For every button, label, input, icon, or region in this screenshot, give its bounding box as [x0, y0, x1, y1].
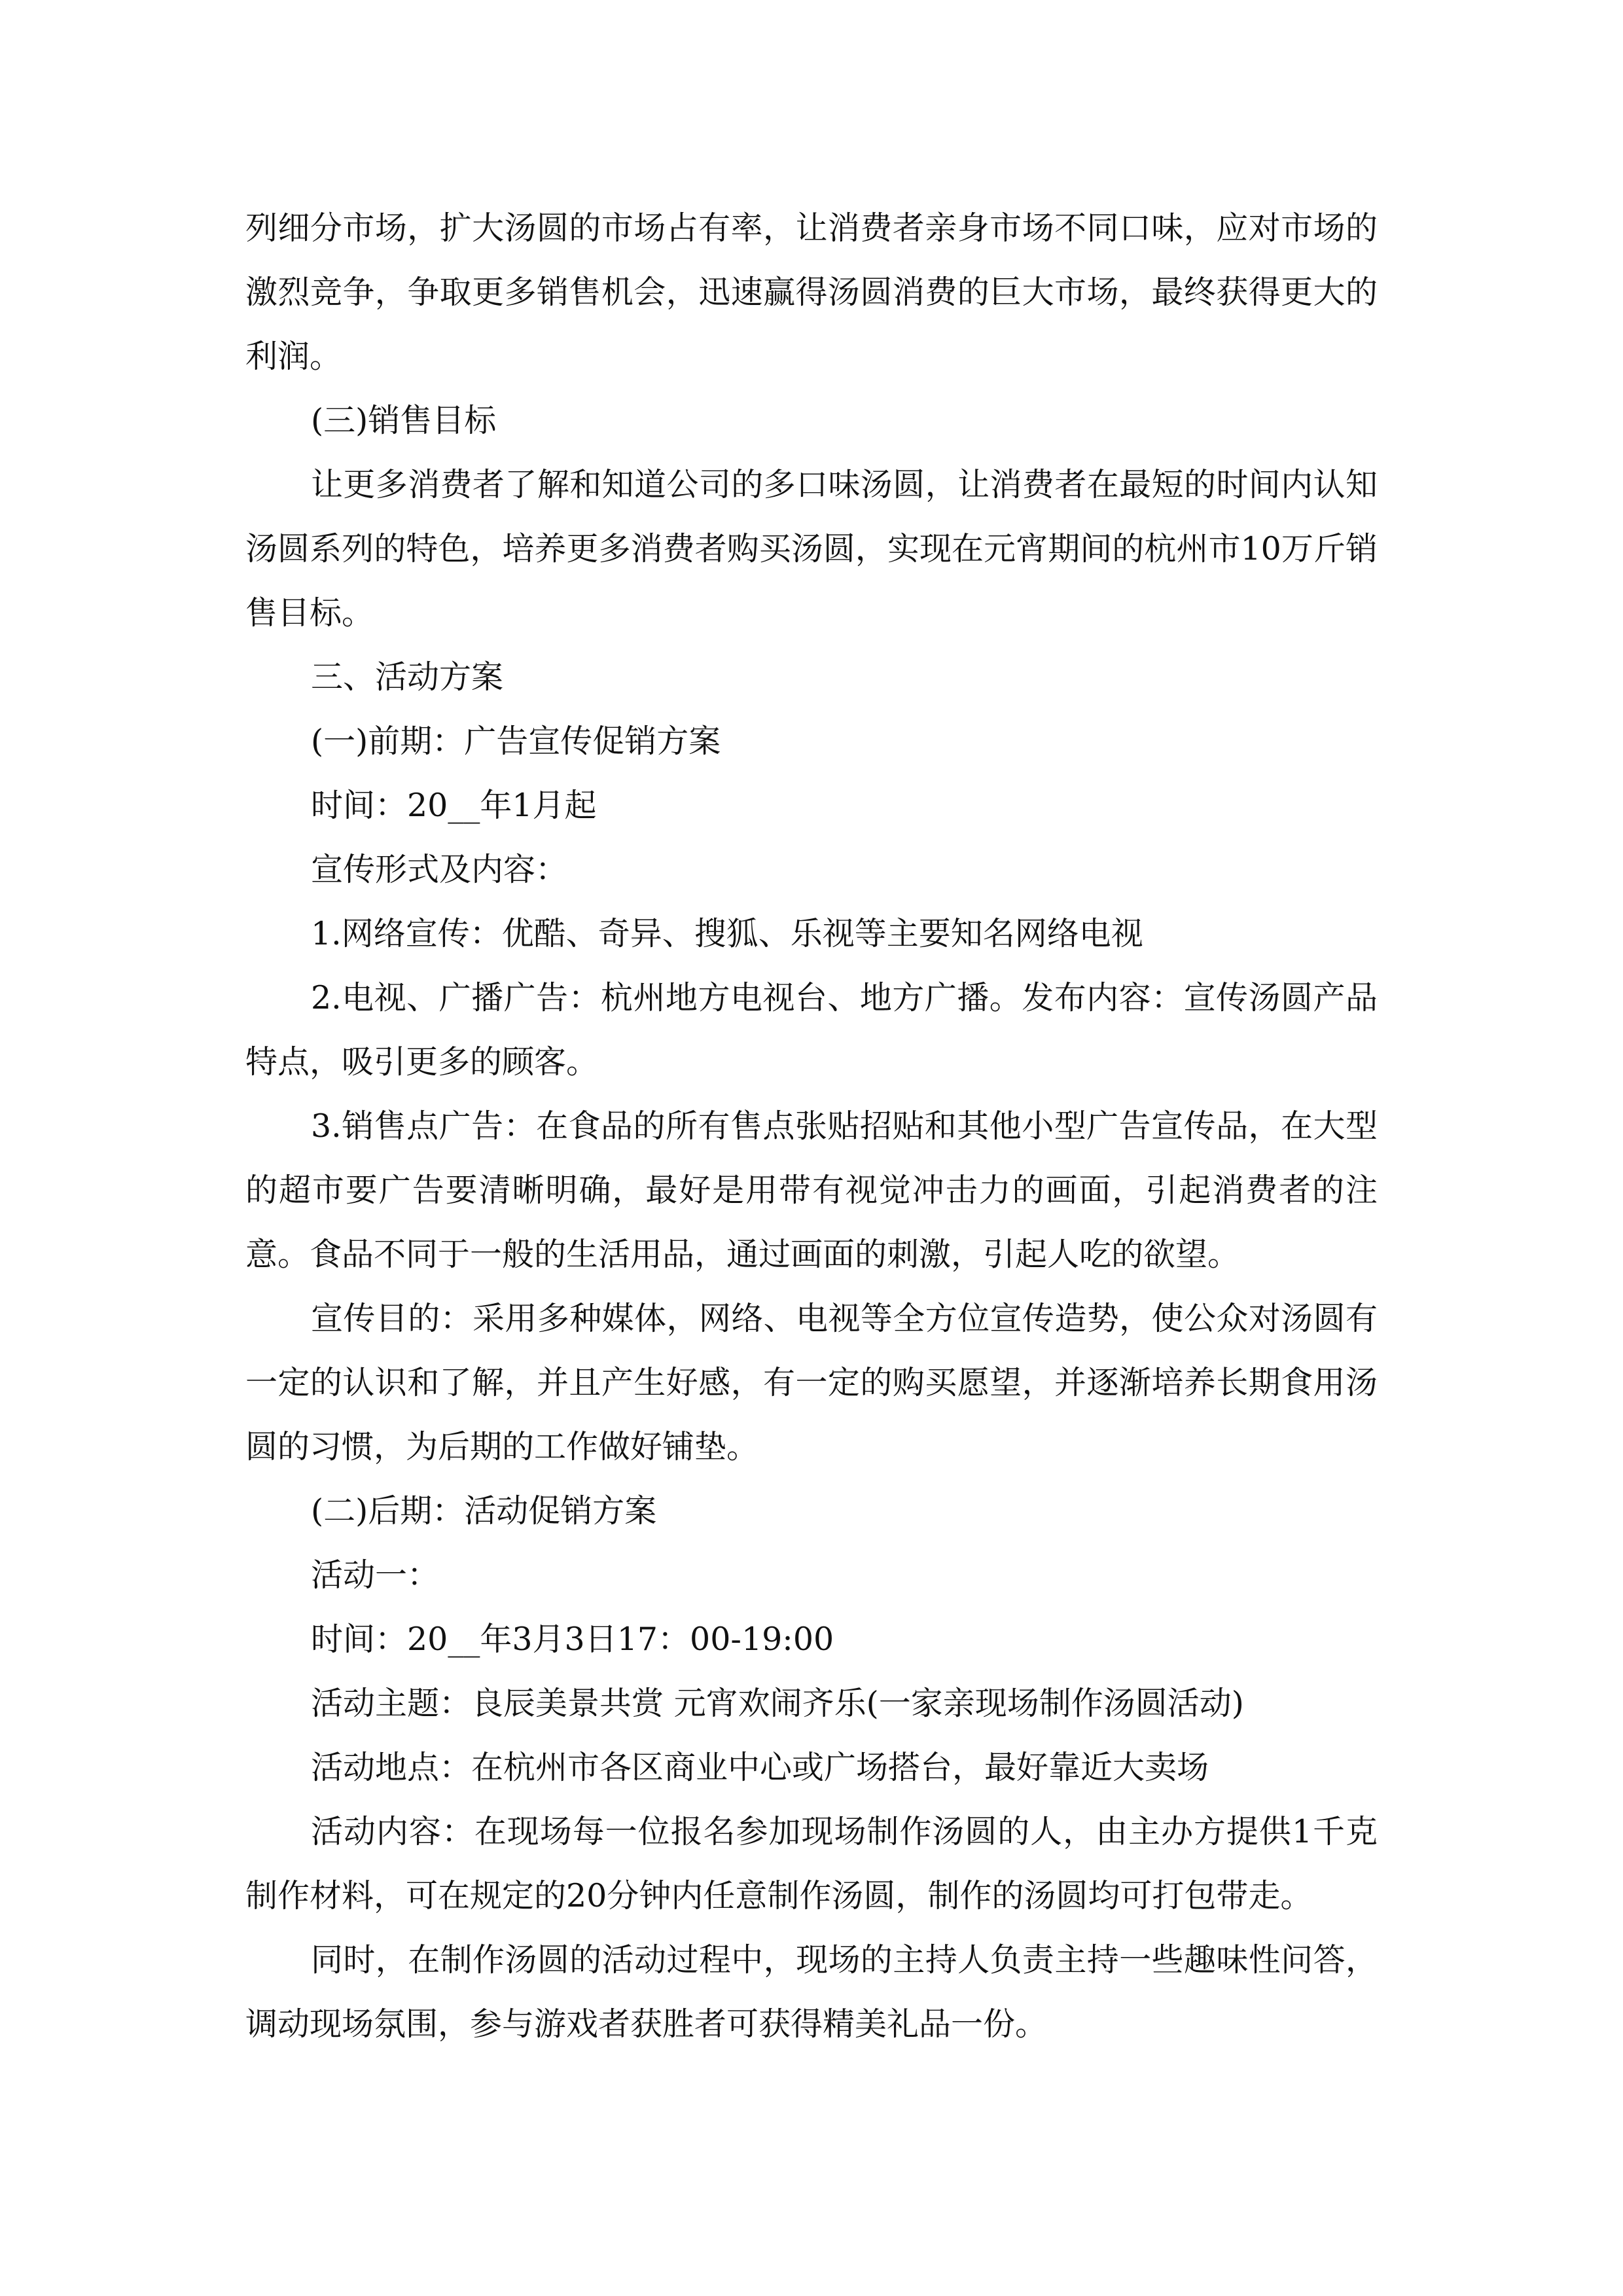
- heading-late-stage: (二)后期：活动促销方案: [311, 1492, 657, 1530]
- paragraph-tv-radio: 2.电视、广播广告：杭州地方电视台、地方广播。发布内容：宣传汤圆产品特点，吸引更多的顾客。: [245, 979, 1378, 1081]
- heading-sales-goal: (三)销售目标: [311, 402, 497, 439]
- paragraph-online-promo: 1.网络宣传：优酷、奇异、搜狐、乐视等主要知名网络电视: [311, 915, 1143, 952]
- paragraph-activity-one: 活动一：: [311, 1556, 440, 1594]
- paragraph-activity-location: 活动地点：在杭州市各区商业中心或广场搭台，最好靠近大卖场: [311, 1749, 1209, 1786]
- paragraph-market-intro: 列细分市场，扩大汤圆的市场占有率，让消费者亲身市场不同口味，应对市场的激烈竞争，争取更多销售机会，迅速赢得汤圆消费的巨大市场，最终获得更大的利润。: [245, 209, 1378, 375]
- paragraph-promo-purpose: 宣传目的：采用多种媒体，网络、电视等全方位宣传造势，使公众对汤圆有一定的认识和了解，并且产生好感，有一定的购买愿望，并逐渐培养长期食用汤圆的习惯，为后期的工作做好铺垫。: [245, 1300, 1378, 1465]
- paragraph-activity-qa: 同时，在制作汤圆的活动过程中，现场的主持人负责主持一些趣味性问答，调动现场氛围，参与游戏者获胜者可获得精美礼品一份。: [245, 1941, 1378, 2043]
- paragraph-sales-goal: 让更多消费者了解和知道公司的多口味汤圆，让消费者在最短的时间内认知汤圆系列的特色，培养更多消费者购买汤圆，实现在元宵期间的杭州市10万斤销售目标。: [245, 466, 1378, 632]
- paragraph-promo-form: 宣传形式及内容：: [311, 851, 568, 888]
- paragraph-point-of-sale: 3.销售点广告：在食品的所有售点张贴招贴和其他小型广告宣传品，在大型的超市要广告要清晰明确，最好是用带有视觉冲击力的画面，引起消费者的注意。食品不同于一般的生活用品，通过画面的刺激，引起人吃的欲望。: [245, 1107, 1378, 1273]
- paragraph-activity-theme: 活动主题：良辰美景共赏 元宵欢闹齐乐(一家亲现场制作汤圆活动): [311, 1685, 1244, 1722]
- paragraph-early-time: 时间：20__年1月起: [311, 787, 597, 824]
- document-body: [245, 196, 1378, 2056]
- paragraph-activity-time: 时间：20__年3月3日17：00-19:00: [311, 1621, 834, 1658]
- paragraph-activity-content: 活动内容：在现场每一位报名参加现场制作汤圆的人，由主办方提供1千克制作材料，可在规定的20分钟内任意制作汤圆，制作的汤圆均可打包带走。: [245, 1813, 1378, 1914]
- heading-early-stage: (一)前期：广告宣传促销方案: [311, 723, 721, 760]
- heading-activity-plan: 三、活动方案: [311, 658, 504, 696]
